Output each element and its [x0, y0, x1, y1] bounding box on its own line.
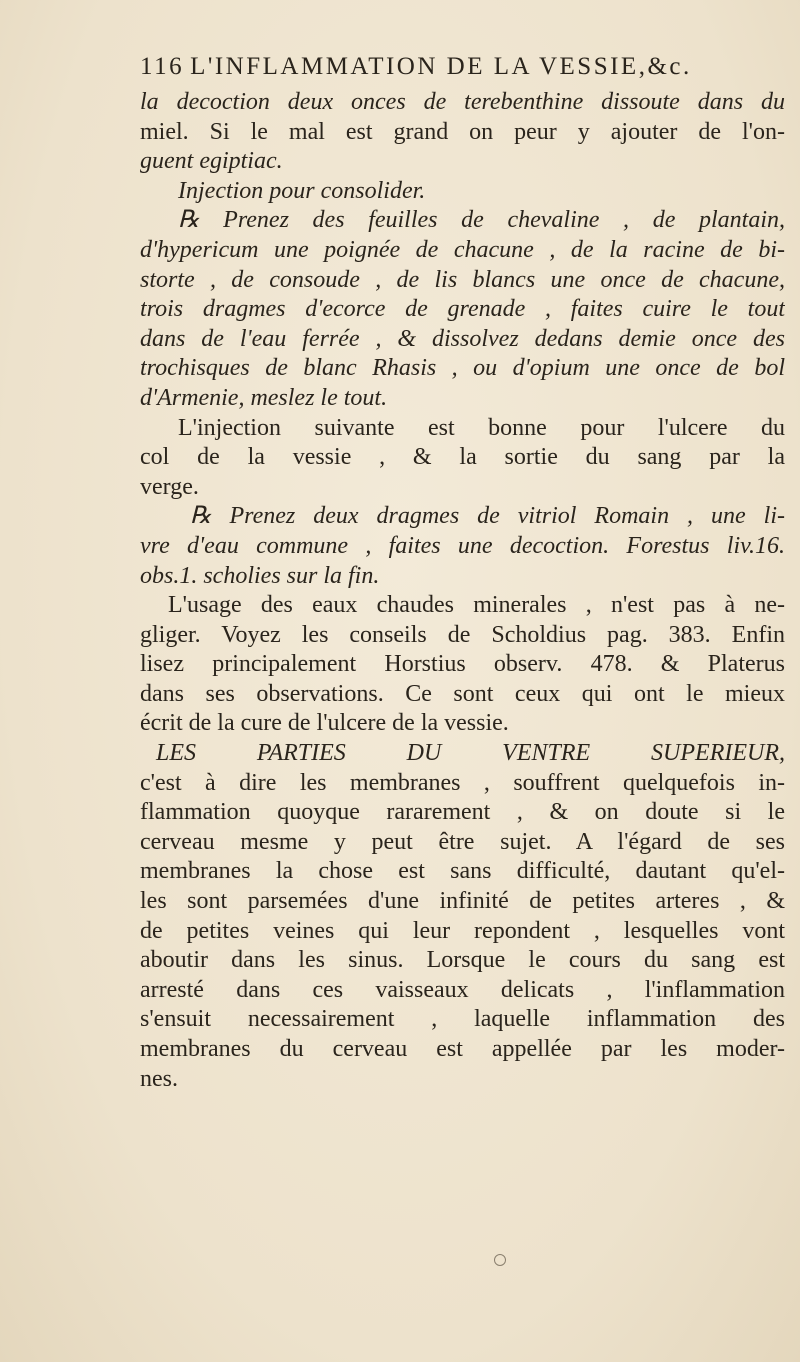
text-line: trochisques de blanc Rhasis , ou d'opium une once de bol [140, 355, 785, 382]
text-line: gliger. Voyez les conseils de Scholdius pag. 383. Enfin [140, 621, 785, 648]
text-line: dans de l'eau ferrée , & dissolvez dedans demie once des [140, 325, 785, 352]
text-line: storte , de consoude , de lis blancs une once de chacune, [140, 266, 785, 293]
text-line: arresté dans ces vaisseaux delicats , l'inflammation [140, 976, 785, 1003]
text-line: s'ensuit necessairement , laquelle inflammation des [140, 1006, 785, 1033]
text-line: obs.1. scholies sur la fin. [140, 562, 380, 589]
text-line: verge. [140, 473, 199, 500]
text-line: miel. Si le mal est grand on peur y ajouter de l'on- [140, 118, 785, 145]
text-line: col de la vessie , & la sortie du sang par la [140, 444, 785, 471]
text-line: lisez principalement Horstius observ. 478. & Platerus [140, 651, 785, 678]
text-line: L'usage des eaux chaudes minerales , n'est pas à ne- [168, 592, 785, 619]
text-line: d'hypericum une poignée de chacune , de la racine de bi- [140, 236, 785, 263]
text-line: d'Armenie, meslez le tout. [140, 384, 388, 411]
text-line: nes. [140, 1065, 178, 1092]
running-title: L'INFLAMMATION DE LA VESSIE,&c. [190, 53, 692, 80]
text-line: la decoction deux onces de terebenthine dissoute dans du [140, 89, 785, 115]
text-line: membranes du cerveau est appellée par les moder- [140, 1036, 785, 1062]
text-line: aboutir dans les sinus. Lorsque le cours du sang est [140, 947, 785, 974]
page-text [140, 52, 785, 1094]
circle-mark-icon [494, 1254, 506, 1266]
section-heading: Injection pour consolider. [178, 177, 426, 204]
text-line: c'est à dire les membranes , souffrent quelquefois in- [140, 769, 785, 796]
text-line: dans ses observations. Ce sont ceux qui ont le mieux [140, 680, 785, 707]
text-line: membranes la chose est sans difficulté, dautant qu'el- [140, 858, 785, 885]
text-line: ℞ Prenez deux dragmes de vitriol Romain , une li- [190, 503, 785, 530]
text-line: écrit de la cure de l'ulcere de la vessie. [140, 710, 509, 737]
text-line: L'injection suivante est bonne pour l'ulcere du [178, 414, 785, 441]
text-line: ℞ Prenez des feuilles de chevaline , de plantain, [178, 207, 785, 234]
text-line: cerveau mesme y peut être sujet. A l'égard de ses [140, 828, 785, 855]
text-line: guent egiptiac. [140, 148, 283, 175]
section-heading: LES PARTIES DU VENTRE SUPERIEUR, [156, 740, 785, 767]
text-line: les sont parsemées d'une infinité de petites arteres , & [140, 888, 785, 915]
text-line: trois dragmes d'ecorce de grenade , faites cuire le tout [140, 296, 785, 323]
text-line: de petites veines qui leur repondent , lesquelles vont [140, 917, 785, 944]
text-line: vre d'eau commune , faites une decoction. Forestus liv.16. [140, 532, 785, 559]
text-line: flammation quoyque rararement , & on doute si le [140, 799, 785, 826]
running-header [140, 52, 785, 88]
page-number: 116 [140, 53, 185, 80]
